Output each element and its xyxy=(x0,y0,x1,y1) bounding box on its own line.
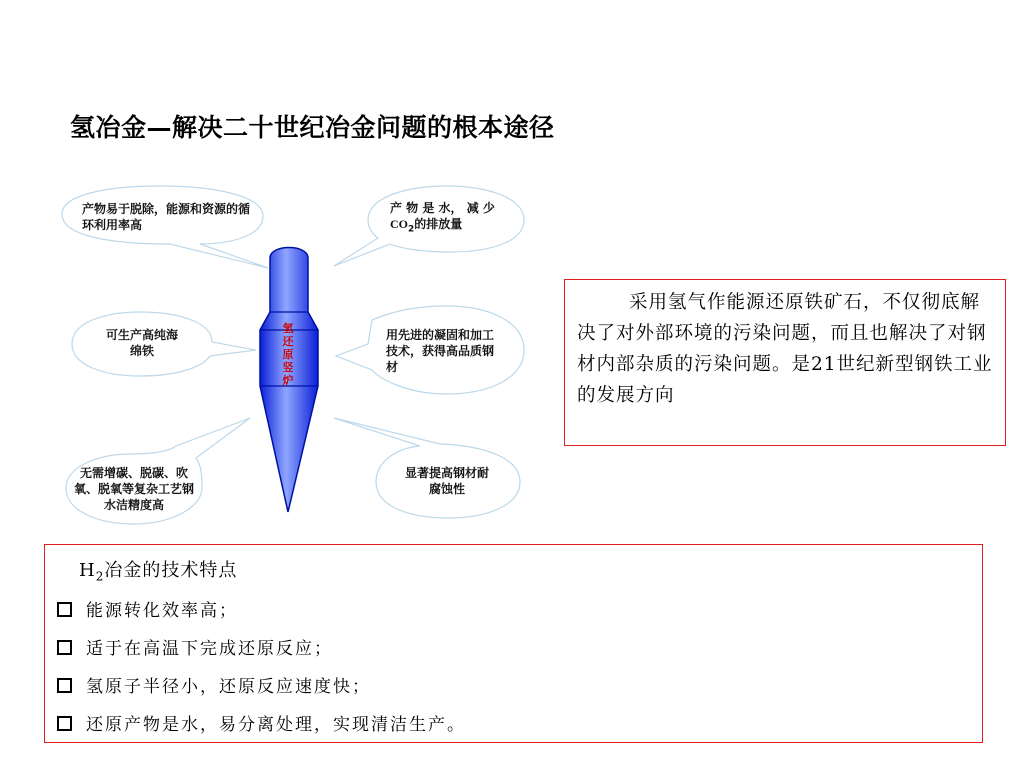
co2-label: CO xyxy=(390,217,408,231)
bubble-mid-left-text: 可生产高纯海绵铁 xyxy=(105,328,178,358)
co2-subscript: 2 xyxy=(408,224,415,235)
furnace-label: 氢还原竖炉 xyxy=(282,322,294,387)
page-title: 氢冶金—解决二十世纪冶金问题的根本途径 xyxy=(70,113,555,142)
feature-item: 能源转化效率高； xyxy=(57,593,970,631)
checkbox-icon xyxy=(57,716,72,731)
features-box xyxy=(44,544,983,743)
bubble-mid-right-text: 用先进的凝固和加工技术，获得高品质钢材 xyxy=(386,328,495,374)
summary-text: 采用氢气作能源还原铁矿石，不仅彻底解决了对外部环境的污染问题，而且也解决了对钢材内部杂质的污染问题。是21世纪新型钢铁工业的发展方向 xyxy=(577,292,993,406)
bubble-top-right-text xyxy=(390,200,514,237)
bubble-bottom-left-text: 无需增碳、脱碳、吹氧、脱氧等复杂工艺钢水洁精度高 xyxy=(73,466,194,512)
feature-item: 氢原子半径小，还原反应速度快； xyxy=(57,669,970,707)
feature-item: 适于在高温下完成还原反应； xyxy=(57,631,970,669)
bubble-bottom-right-text: 显著提高钢材耐腐蚀性 xyxy=(404,466,489,496)
checkbox-icon xyxy=(57,640,72,655)
bubble-top-right-line2: 的排放量 xyxy=(414,217,463,231)
summary-box xyxy=(564,279,1006,446)
features-heading: $H_2$冶金的技术特点 xyxy=(79,560,238,584)
feature-item: 还原产物是水，易分离处理，实现清洁生产。 xyxy=(57,707,970,745)
bubble-top-left-text: 产物易于脱除，能源和资源的循环利用率高 xyxy=(82,202,251,232)
bubble-top-right-line1: 产 物 是 水， 减 少 xyxy=(390,201,495,215)
checkbox-icon xyxy=(57,678,72,693)
checkbox-icon xyxy=(57,602,72,617)
